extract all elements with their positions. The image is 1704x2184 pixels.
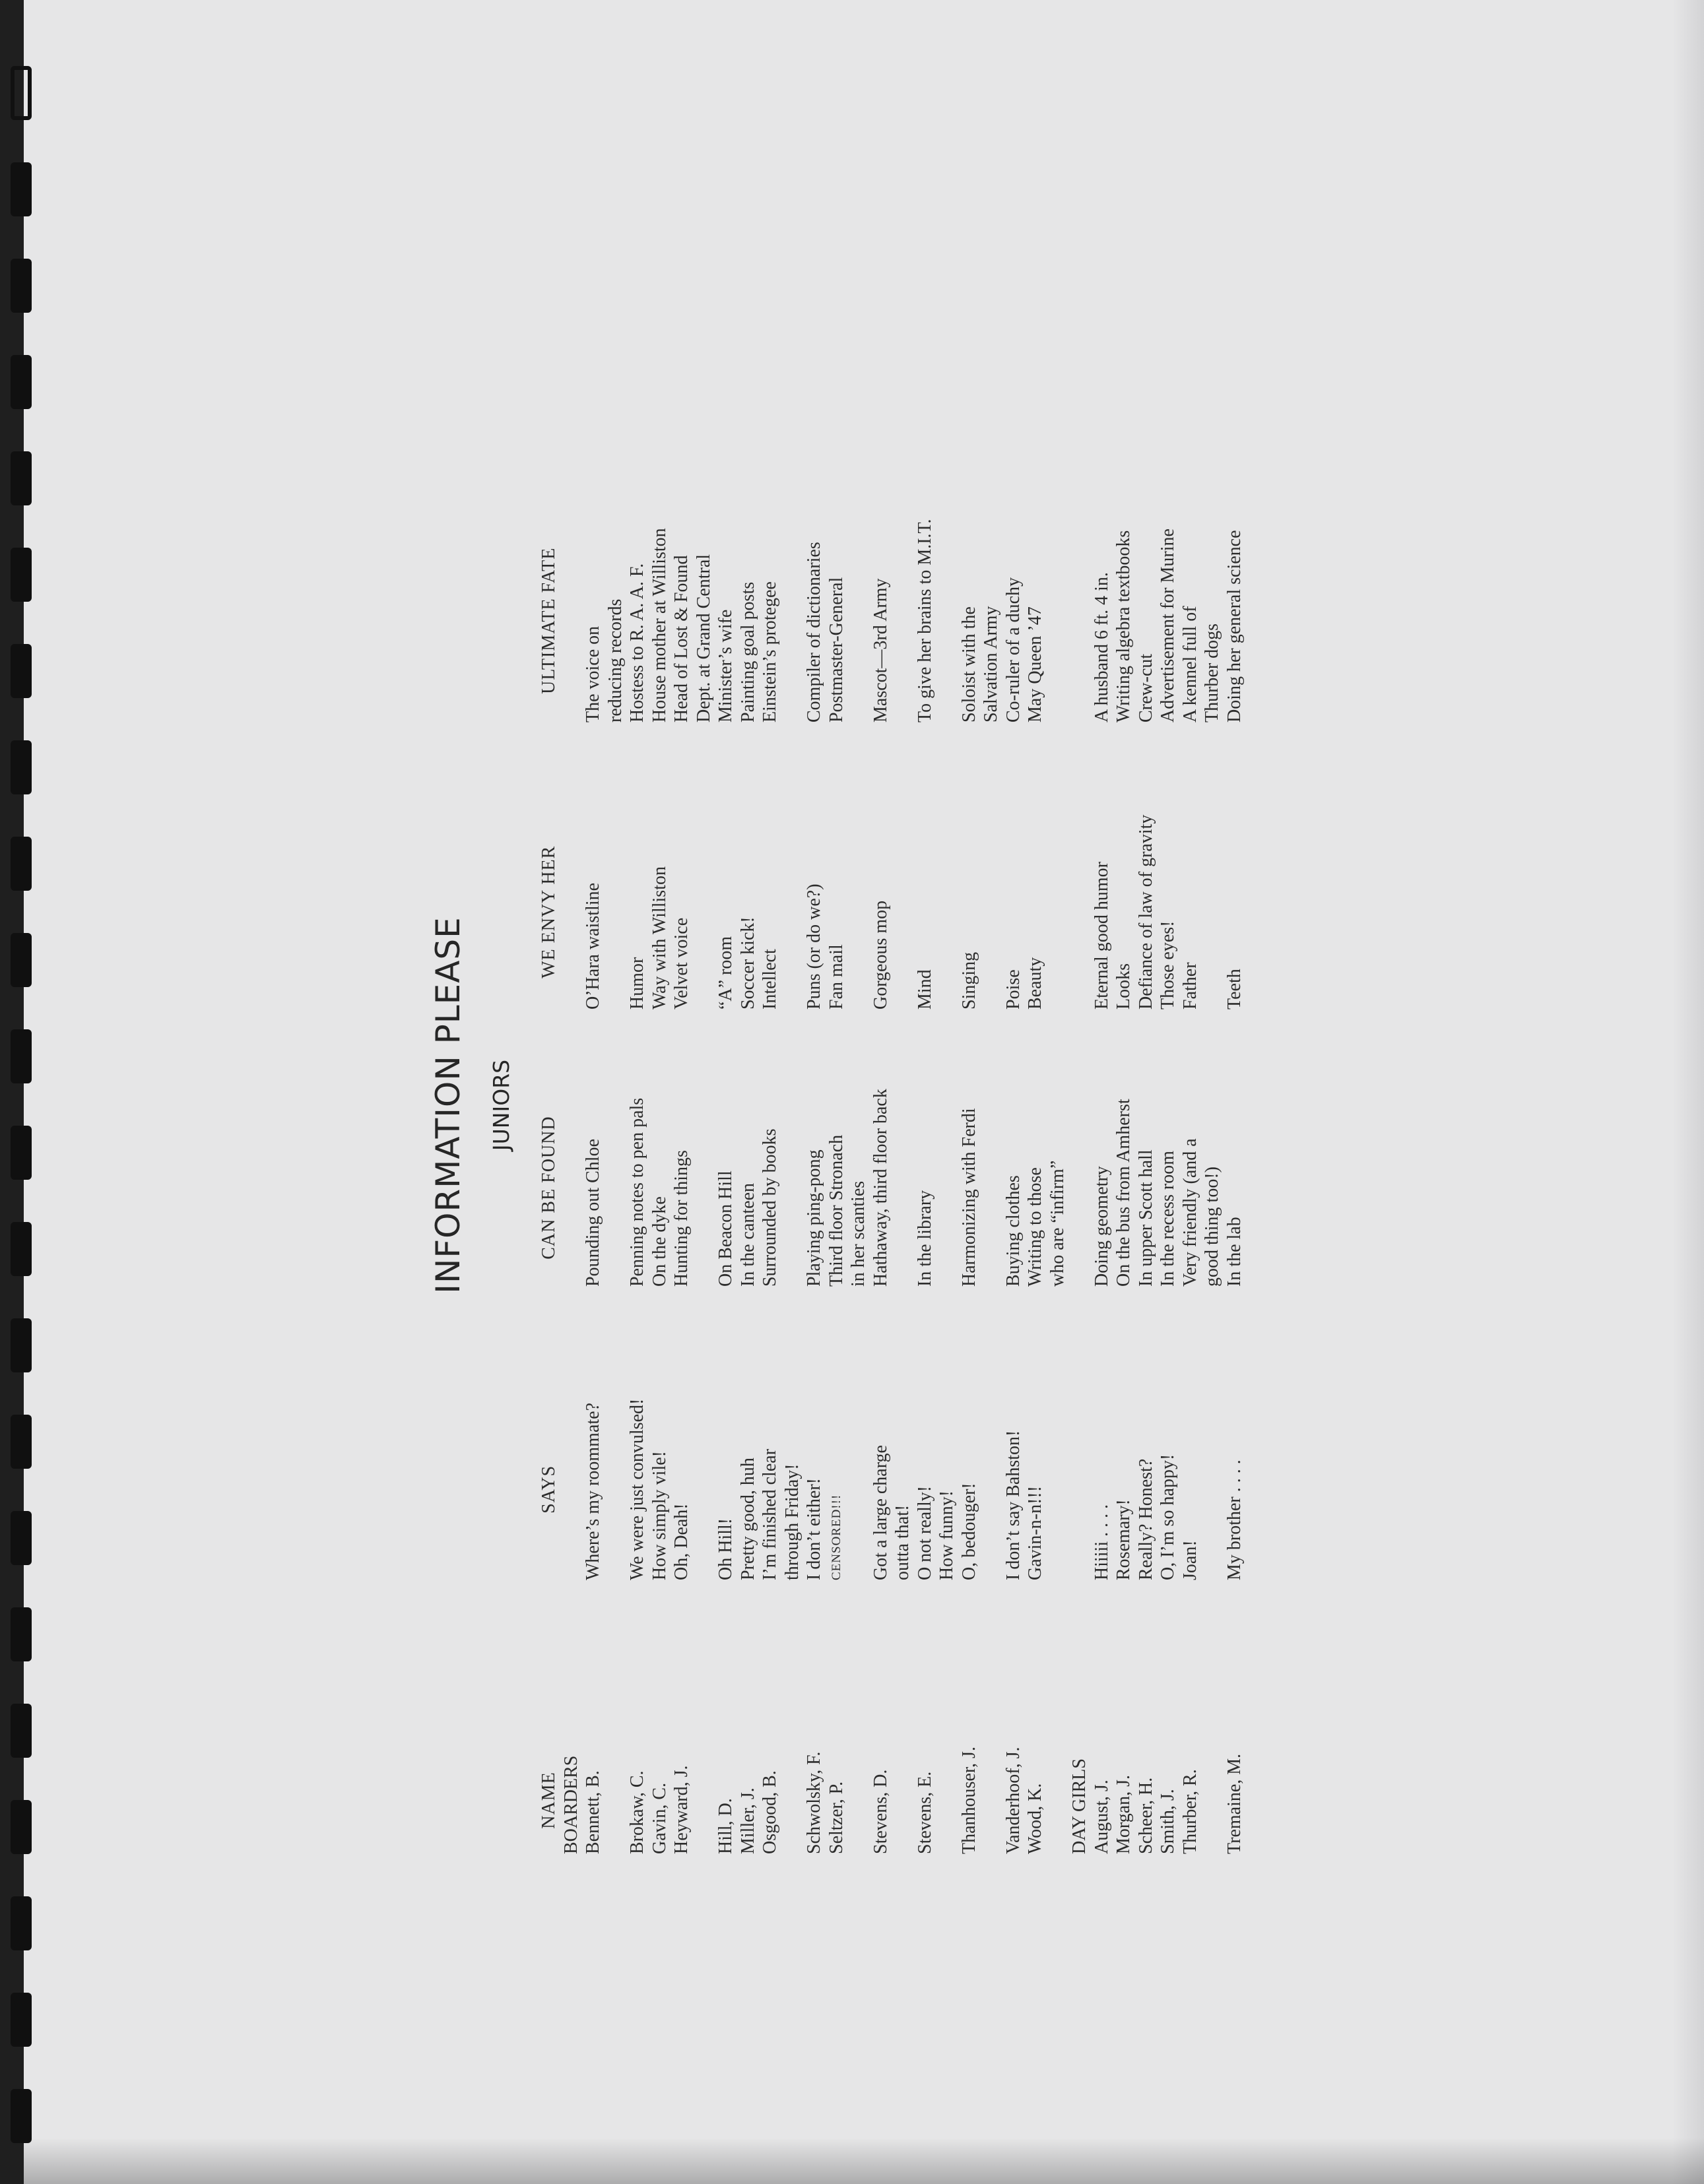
found-cell <box>936 1089 958 1287</box>
says-cell: Hiiiii . . . . <box>1091 1504 1112 1580</box>
envy-cell <box>693 815 715 1010</box>
name-cell: Stevens, D. <box>870 1769 891 1854</box>
envy-cell <box>892 815 914 1010</box>
envy-cell: Teeth <box>1224 969 1245 1010</box>
name-cell: Thurber, R. <box>1179 1769 1200 1854</box>
envy-cell: Soccer kick! <box>737 916 758 1010</box>
binding-ring <box>11 162 32 216</box>
rotated-table-page <box>429 356 1307 1854</box>
group-label-boarders: BOARDERS <box>560 1755 581 1854</box>
name-cell: Bennett, B. <box>583 1770 603 1854</box>
fate-cell: To give her brains to M.I.T. <box>914 519 935 723</box>
name-cell <box>605 1747 627 1854</box>
column-header-can-be-found: CAN BE FOUND <box>539 1116 559 1260</box>
envy-cell <box>781 815 804 1010</box>
found-cell: in her scanties <box>848 1180 868 1287</box>
name-cell: August, J. <box>1091 1780 1112 1854</box>
binding-ring <box>11 1800 32 1854</box>
envy-cell: Mind <box>914 969 935 1010</box>
found-cell <box>605 1089 627 1287</box>
binding-ring <box>11 1896 32 1950</box>
envy-cell: Those eyes! <box>1158 920 1178 1010</box>
binding-ring <box>11 1704 32 1758</box>
envy-cell: Singing <box>958 951 979 1010</box>
envy-cell <box>847 815 870 1010</box>
name-cell: Brokaw, C. <box>627 1770 647 1854</box>
envy-cell: Way with Williston <box>649 866 670 1010</box>
found-cell: good thing too!) <box>1202 1167 1222 1287</box>
found-cell: Playing ping-pong <box>804 1149 824 1287</box>
fate-cell: A husband 6 ft. 4 in. <box>1091 572 1112 723</box>
group-label-day-girls: DAY GIRLS <box>1069 1758 1090 1854</box>
says-cell: O, I’m so happy! <box>1158 1454 1178 1580</box>
found-cell <box>892 1089 914 1287</box>
says-cell: O, bedouger! <box>958 1483 979 1580</box>
column-name <box>538 1747 1245 1854</box>
says-cell: Gavin-n-n!!! <box>1025 1485 1045 1580</box>
envy-cell: Poise <box>1002 969 1024 1010</box>
says-cell <box>605 1399 627 1580</box>
found-cell: On the dyke <box>649 1196 670 1287</box>
envy-cell: Intellect <box>760 949 780 1010</box>
says-cell <box>1201 1399 1224 1580</box>
fate-cell: May Queen ’47 <box>1025 606 1045 723</box>
column-header-name: NAME <box>539 1772 559 1829</box>
envy-cell: Defiance of law of gravity <box>1135 814 1156 1010</box>
says-cell: Oh Hill! <box>715 1518 736 1580</box>
name-cell: Morgan, J. <box>1113 1774 1134 1854</box>
envy-cell <box>1201 815 1224 1010</box>
name-cell: Schwolsky, F. <box>804 1751 824 1854</box>
fate-cell: Co-ruler of a duchy <box>1002 577 1024 723</box>
page-shadow <box>24 2138 1704 2184</box>
says-cell: Got a large charge <box>870 1445 891 1580</box>
found-cell <box>980 1089 1002 1287</box>
says-cell: through Friday! <box>781 1463 803 1580</box>
envy-cell: “A” room <box>715 936 736 1010</box>
found-cell: Harmonizing with Ferdi <box>958 1108 979 1287</box>
name-cell: Seltzer, P. <box>826 1781 847 1854</box>
binding-ring <box>11 66 32 120</box>
envy-cell: Humor <box>627 957 647 1010</box>
says-list-boarders <box>582 1399 1047 1580</box>
found-cell: In upper Scott hall <box>1135 1149 1156 1287</box>
column-can-be-found <box>538 1089 1245 1287</box>
fate-cell: Writing algebra textbooks <box>1113 530 1134 723</box>
fate-cell: A kennel full of <box>1179 606 1200 723</box>
name-cell: Miller, J. <box>737 1787 758 1854</box>
found-cell: Third floor Stronach <box>826 1134 847 1287</box>
name-list-boarders <box>582 1747 1047 1854</box>
found-cell: In the library <box>914 1190 935 1287</box>
says-cell: Really? Honest? <box>1135 1458 1156 1580</box>
found-cell: Very friendly (and a <box>1179 1138 1200 1287</box>
binding-ring <box>11 933 32 987</box>
binding-ring <box>11 837 32 891</box>
says-cell <box>693 1399 715 1580</box>
says-cell: I’m finished clear <box>760 1448 780 1580</box>
says-cell: How simply vile! <box>649 1451 670 1580</box>
fate-cell: The voice on <box>583 626 603 723</box>
says-cell: Joan! <box>1179 1540 1200 1580</box>
envy-cell <box>605 815 627 1010</box>
found-cell: In the canteen <box>737 1182 758 1287</box>
envy-list-day-girls <box>1091 815 1246 1010</box>
column-says <box>538 1399 1245 1580</box>
binding-ring <box>11 451 32 505</box>
binding-ring <box>11 548 32 602</box>
says-cell: Rosemary! <box>1113 1499 1134 1580</box>
fate-cell: reducing records <box>605 598 626 723</box>
column-header-says: SAYS <box>539 1465 559 1514</box>
says-cell: Where’s my roommate? <box>583 1402 603 1580</box>
says-cell: I don’t say Bahston! <box>1002 1430 1024 1580</box>
binding-ring <box>11 1511 32 1565</box>
fate-cell: Compiler of dictionaries <box>804 542 824 723</box>
column-header-ultimate-fate: ULTIMATE FATE <box>539 547 559 694</box>
fate-cell <box>847 519 870 723</box>
name-cell: Osgood, B. <box>760 1770 780 1854</box>
binding-ring <box>11 644 32 698</box>
fate-cell <box>781 519 804 723</box>
binding-ring <box>11 1415 32 1469</box>
name-cell: Hill, D. <box>715 1798 736 1854</box>
binding-ring <box>11 1318 32 1372</box>
envy-cell: Velvet voice <box>671 917 692 1010</box>
column-header-we-envy-her: WE ENVY HER <box>539 845 559 979</box>
binding-ring <box>11 1993 32 2047</box>
says-cell <box>980 1399 1002 1580</box>
name-cell: Thanhouser, J. <box>958 1747 979 1854</box>
name-cell: Gavin, C. <box>649 1782 670 1854</box>
found-list-boarders <box>582 1089 1068 1287</box>
envy-cell: Gorgeous mop <box>870 900 891 1010</box>
says-cell: We were just convulsed! <box>627 1398 647 1580</box>
found-cell <box>781 1089 804 1287</box>
fate-cell: House mother at Williston <box>649 528 670 723</box>
name-cell <box>781 1747 804 1854</box>
says-cell: outta that! <box>892 1504 913 1580</box>
name-list-day-girls <box>1091 1747 1246 1854</box>
fate-cell: Head of Lost & Found <box>671 555 692 723</box>
name-cell: Vanderhoof, J. <box>1002 1747 1024 1854</box>
says-cell: Pretty good, huh <box>737 1458 758 1580</box>
page-subtitle: JUNIORS <box>488 1059 514 1151</box>
name-cell: Smith, J. <box>1158 1789 1178 1854</box>
envy-cell: Puns (or do we?) <box>804 883 824 1010</box>
fate-cell: Einstein’s protegee <box>760 581 780 723</box>
binding-ring <box>11 355 32 409</box>
name-cell <box>1201 1747 1224 1854</box>
name-cell <box>980 1747 1002 1854</box>
page-edge <box>1672 0 1704 2184</box>
found-cell: Penning notes to pen pals <box>627 1097 647 1287</box>
found-cell: Pounding out Chloe <box>583 1138 603 1287</box>
column-ultimate-fate <box>538 519 1245 723</box>
name-cell <box>936 1747 958 1854</box>
found-cell: who are “infirm” <box>1047 1160 1068 1287</box>
says-cell: How funny! <box>936 1490 957 1580</box>
fate-cell: Advertisement for Murine <box>1158 529 1178 723</box>
fate-cell: Minister’s wife <box>715 609 736 723</box>
binding-ring <box>11 1029 32 1083</box>
binding-ring <box>11 259 32 313</box>
says-cell: My brother . . . . <box>1224 1460 1245 1580</box>
found-cell: Buying clothes <box>1002 1175 1024 1287</box>
envy-cell: Father <box>1179 962 1200 1010</box>
found-cell <box>693 1089 715 1287</box>
found-cell: On Beacon Hill <box>715 1171 736 1287</box>
says-cell <box>847 1399 870 1580</box>
says-cell: I don’t either! <box>804 1478 824 1580</box>
found-cell: Surrounded by books <box>760 1128 780 1287</box>
binding-ring <box>11 1126 32 1180</box>
name-cell: Stevens, E. <box>914 1771 935 1854</box>
says-list-day-girls <box>1091 1399 1246 1580</box>
binding-ring <box>11 740 32 794</box>
found-cell: Hathaway, third floor back <box>870 1089 891 1287</box>
name-cell: Wood, K. <box>1025 1783 1045 1854</box>
fate-cell <box>892 519 914 723</box>
says-cell: CENSORED!!! <box>829 1494 843 1580</box>
column-we-envy-her <box>538 815 1245 1010</box>
envy-cell: Fan mail <box>826 944 847 1010</box>
envy-cell: Eternal good humor <box>1091 862 1112 1010</box>
name-cell <box>693 1747 715 1854</box>
fate-cell: Salvation Army <box>981 606 1001 723</box>
fate-cell: Doing her general science <box>1224 530 1245 723</box>
envy-cell <box>980 815 1002 1010</box>
envy-cell: O’Hara waistline <box>583 882 603 1010</box>
found-cell: In the recess room <box>1158 1150 1178 1287</box>
name-cell: Heyward, J. <box>671 1765 692 1854</box>
binding-ring <box>11 1222 32 1276</box>
name-cell: Scheer, H. <box>1135 1777 1156 1854</box>
fate-list-day-girls <box>1091 519 1246 723</box>
envy-cell <box>936 815 958 1010</box>
found-cell: Hunting for things <box>671 1150 692 1287</box>
fate-cell: Hostess to R. A. A. F. <box>627 563 647 723</box>
fate-cell: Dept. at Grand Central <box>693 554 714 723</box>
found-cell: On the bus from Amherst <box>1113 1099 1134 1287</box>
found-list-day-girls <box>1091 1089 1246 1287</box>
fate-cell: Soloist with the <box>958 606 979 723</box>
says-cell: Oh, Deah! <box>671 1503 692 1580</box>
name-cell <box>892 1747 914 1854</box>
name-cell: Tremaine, M. <box>1224 1753 1245 1854</box>
found-cell: Doing geometry <box>1091 1166 1112 1287</box>
binding-ring <box>11 2089 32 2143</box>
fate-cell: Postmaster-General <box>826 577 847 723</box>
spiral-binding <box>0 0 53 2184</box>
envy-list-boarders <box>582 815 1047 1010</box>
binding-ring <box>11 1607 32 1661</box>
fate-cell: Painting goal posts <box>737 581 758 723</box>
found-cell: In the lab <box>1224 1217 1245 1287</box>
fate-list-boarders <box>582 519 1047 723</box>
says-cell: O not really! <box>914 1485 935 1580</box>
found-cell: Writing to those <box>1025 1167 1045 1287</box>
envy-cell: Beauty <box>1025 957 1045 1010</box>
fate-cell <box>936 519 958 723</box>
name-cell <box>847 1747 870 1854</box>
fate-cell: Crew-cut <box>1135 653 1156 723</box>
fate-cell: Mascot—3rd Army <box>870 578 891 723</box>
fate-cell: Thurber dogs <box>1202 623 1222 723</box>
page-title: INFORMATION PLEASE <box>429 916 467 1294</box>
envy-cell: Looks <box>1113 963 1134 1010</box>
